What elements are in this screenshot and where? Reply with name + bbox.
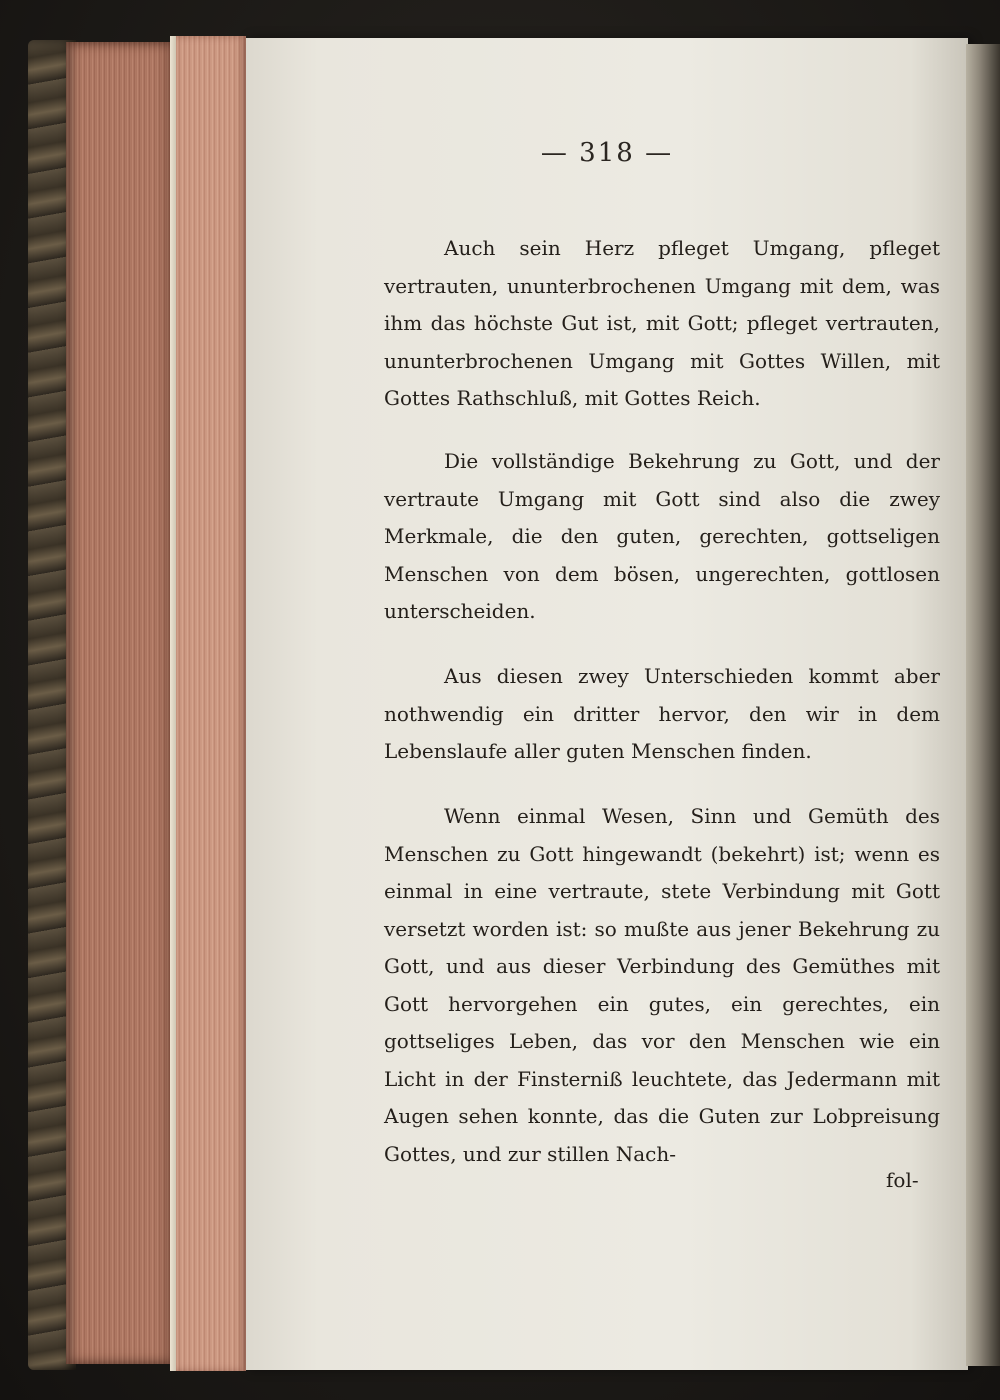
page-number-header: — 318 — <box>540 138 674 168</box>
paragraph-3-block <box>384 658 940 771</box>
paragraph-2-block <box>384 443 940 631</box>
book-page <box>246 38 968 1370</box>
opposite-page-edge <box>966 44 1000 1366</box>
page-edges-inner <box>176 36 246 1371</box>
paragraph-1: Auch sein Herz pfleget Umgang, pfleget vertrauten, ununterbrochenen Umgang mit dem, was ihm das höchste Gut ist, mit Gott; pfleget vertrauten, ununterbrochenen Umgang mit Gottes Willen, mit Gottes Rathschluß, mit Gottes Reich. <box>384 236 940 410</box>
paragraph-3: Aus diesen zwey Unterschieden kommt aber nothwendig ein dritter hervor, den wir in dem Lebenslaufe aller guten Menschen finden. <box>384 664 940 763</box>
paragraph-4-block <box>384 798 940 1173</box>
paragraph-2: Die vollständige Bekehrung zu Gott, und der vertraute Umgang mit Gott sind also die zwey Merkmale, die den guten, gerechten, gottseligen Menschen von dem bösen, ungerechten, gottlosen unterscheiden. <box>384 449 940 623</box>
catchword: fol- <box>886 1168 919 1192</box>
paragraph-1-block <box>384 230 940 418</box>
page-edges-stack <box>66 42 176 1364</box>
paragraph-4: Wenn einmal Wesen, Sinn und Gemüth des Menschen zu Gott hingewandt (bekehrt) ist; wenn es einmal in eine vertraute, stete Verbindung mit Gott versetzt worden ist: so mußte aus jener Bekehrung zu Gott, und aus dieser Verbindung des Gemüthes mit Gott hervorgehen ein gutes, ein gerechtes, ein gottseliges Leben, das vor den Menschen wie ein Licht in der Finsterniß leuchtete, das Jedermann mit Augen sehen konnte, das die Guten zur Lobpreisung Gottes, und zur stillen Nach- <box>384 804 940 1166</box>
